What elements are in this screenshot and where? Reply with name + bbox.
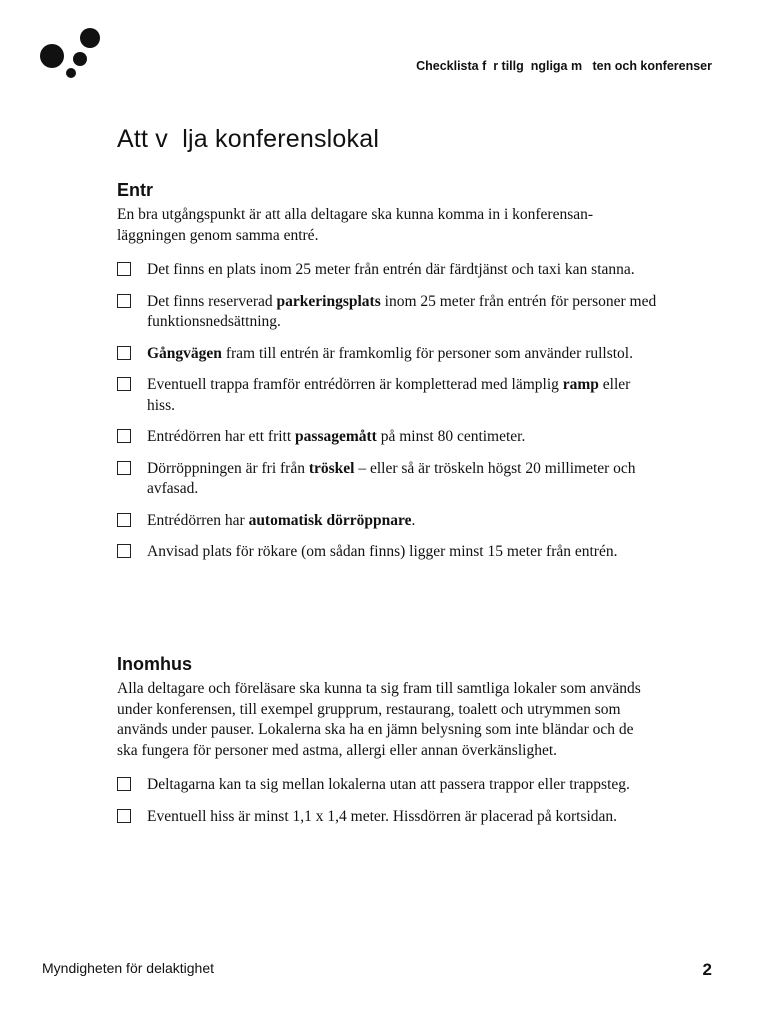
checkbox[interactable]: [117, 461, 131, 475]
checklist-item: Eventuell hiss är minst 1,1 x 1,4 meter. Hissdörren är placerad på kortsidan.: [117, 807, 657, 828]
checkbox[interactable]: [117, 346, 131, 360]
checklist-item: Dörröppningen är fri från tröskel – eller så är tröskeln högst 20 millimeter och avfasad.: [117, 459, 657, 500]
checkbox[interactable]: [117, 262, 131, 276]
checkbox[interactable]: [117, 377, 131, 391]
footer-organization: Myndigheten för delaktighet: [42, 960, 214, 976]
checklist-item: Det finns en plats inom 25 meter från entrén där färdtjänst och taxi kan stanna.: [117, 260, 657, 281]
section-heading: Entr: [117, 180, 153, 200]
checklist: [117, 260, 657, 563]
checklist-item: Eventuell trappa framför entrédörren är kompletterad med lämplig ramp eller hiss.: [117, 375, 657, 416]
checkbox[interactable]: [117, 429, 131, 443]
checkbox[interactable]: [117, 809, 131, 823]
checklist-item: Entrédörren har automatisk dörröppnare.: [117, 511, 657, 532]
checkbox[interactable]: [117, 513, 131, 527]
checkbox[interactable]: [117, 544, 131, 558]
checkbox[interactable]: [117, 294, 131, 308]
checklist-item: Entrédörren har ett fritt passagemått på minst 80 centimeter.: [117, 427, 657, 448]
organization-logo: [38, 26, 104, 82]
page-title: Att v lja konferenslokal: [117, 125, 380, 153]
checklist-item: Det finns reserverad parkeringsplats inom 25 meter från entrén för personer med funktionsnedsättning.: [117, 292, 657, 333]
document-header-title: Checklista f r tillg ngliga m ten och konferenser: [416, 59, 712, 73]
section-intro: En bra utgångspunkt är att alla deltagare ska kunna komma in i konferensan-läggningen genom samma entré.: [117, 206, 594, 244]
checkbox[interactable]: [117, 777, 131, 791]
page-number: 2: [702, 960, 712, 979]
checklist-item: Anvisad plats för rökare (om sådan finns) ligger minst 15 meter från entrén.: [117, 542, 657, 563]
section-entrance: [117, 180, 657, 574]
checklist-item: Deltagarna kan ta sig mellan lokalerna utan att passera trappor eller trappsteg.: [117, 775, 657, 796]
section-intro: Alla deltagare och föreläsare ska kunna ta sig fram till samtliga lokaler som används under konferensen, till exempel grupprum, restaurang, toalett och utrymmen som används under pauser. Lokalerna ska ha en jämn belysning som inte bländar och de ska fungera för personer med astma, allergi eller annan överkänslighet.: [117, 680, 641, 759]
checklist: [117, 775, 657, 827]
section-heading: Inomhus: [117, 654, 192, 674]
checklist-item: Gångvägen fram till entrén är framkomlig för personer som använder rullstol.: [117, 344, 657, 365]
section-indoors: [117, 654, 657, 838]
